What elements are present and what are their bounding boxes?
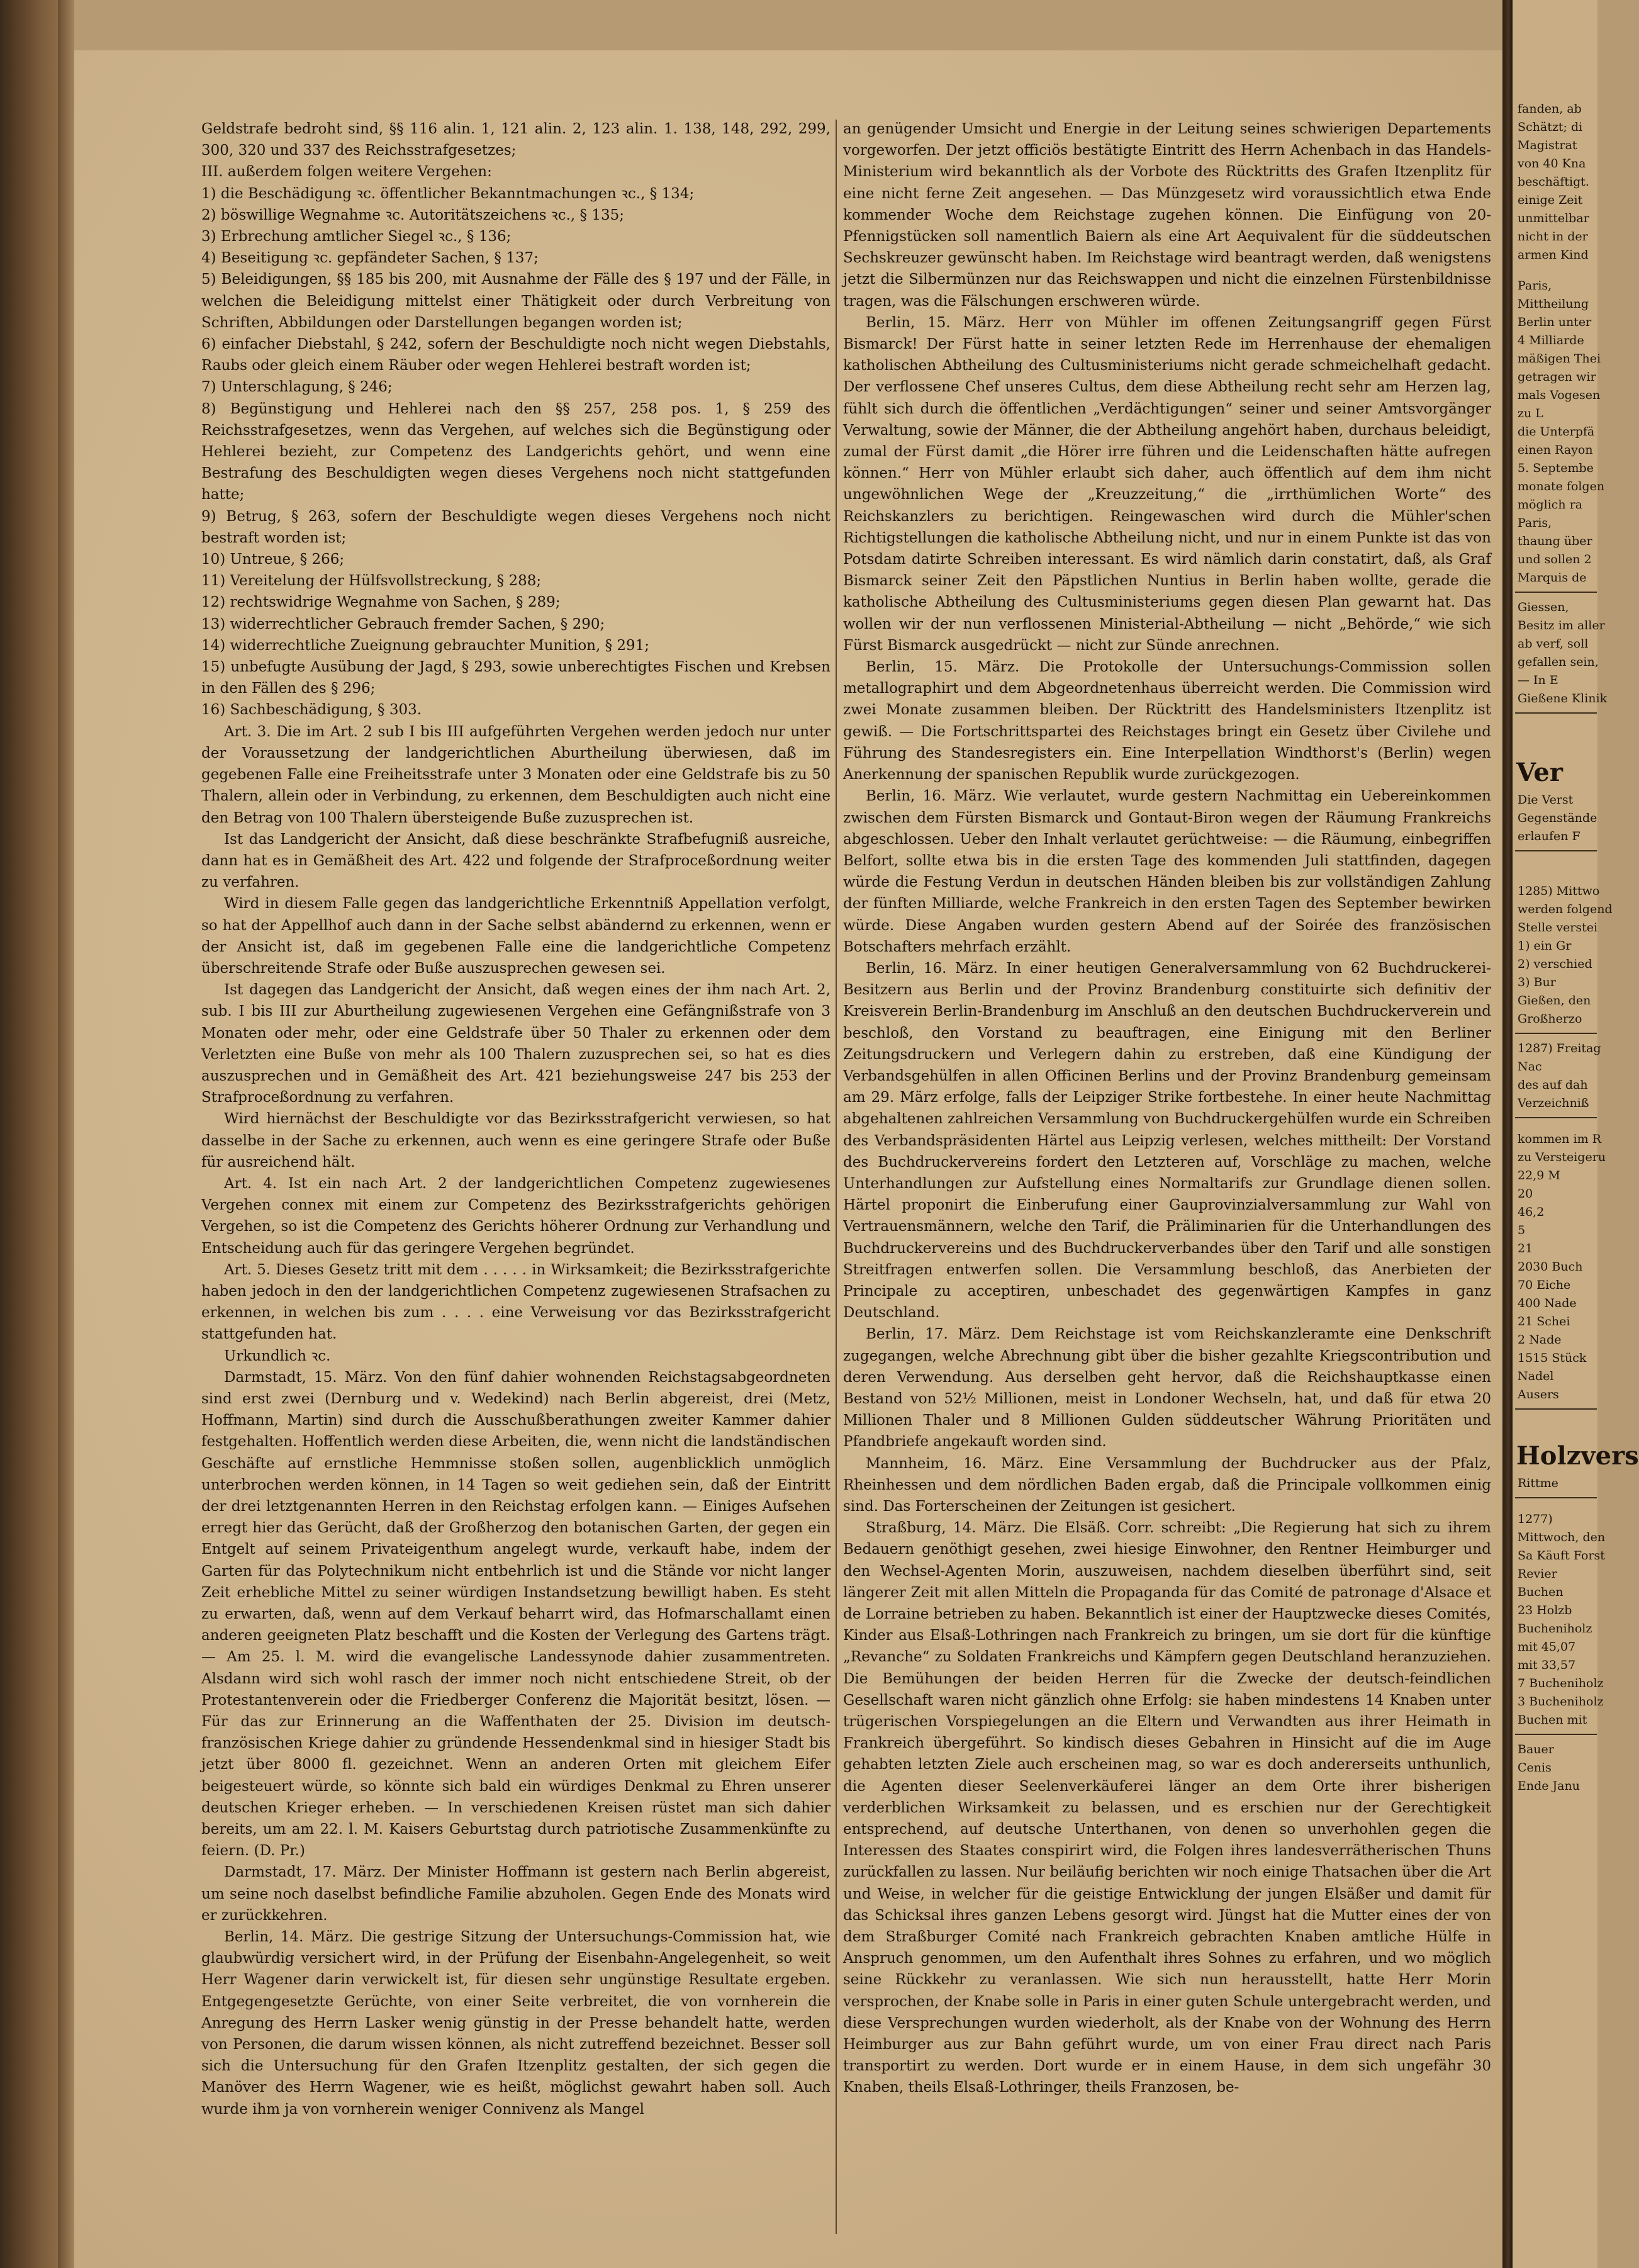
- strip-line: — In E: [1518, 673, 1558, 687]
- book-binding: [0, 0, 58, 2268]
- paragraph: Berlin, 15. März. Die Protokolle der Untersuchungs-Commission sollen metallographirt und dem Abgeordnetenhaus überreicht werden. Die Commission wird zwei Monate zusammen bleiben. Der Rücktritt des Handelsministers Itzenplitz ist gewiß. — Die Fortschrittspartei des Reichstages bringt ein Gesetz über Civilehe und Führung des Standesregisters ein. Eine Interpellation Windthorst's (Berlin) wegen Anerkennung der spanischen Republik wurde zurückgezogen.: [843, 659, 1491, 783]
- strip-line: Gießene Klinik: [1518, 692, 1608, 705]
- strip-line: Ende Janu: [1518, 1779, 1580, 1793]
- strip-line: 5: [1518, 1223, 1526, 1237]
- strip-line: einen Rayon: [1518, 443, 1593, 457]
- strip-line: 2030 Buch: [1518, 1260, 1583, 1274]
- strip-line: 1515 Stück: [1518, 1351, 1587, 1365]
- paragraph: 15) unbefugte Ausübung der Jagd, § 293, sowie unberechtigtes Fischen und Krebsen in den Fällen des § 296;: [201, 659, 831, 697]
- paragraph: 9) Betrug, § 263, sofern der Beschuldigte wegen dieses Vergehens noch nicht bestraft worden ist;: [201, 508, 831, 546]
- strip-line: 1) ein Gr: [1518, 939, 1572, 953]
- strip-line: 46,2: [1518, 1205, 1545, 1219]
- strip-rule: [1515, 1408, 1597, 1410]
- paragraph: 3) Erbrechung amtlicher Siegel ꝛc., § 136;: [201, 228, 512, 245]
- strip-line: Schätzt; di: [1518, 120, 1583, 134]
- strip-line: Großherzo: [1518, 1012, 1582, 1026]
- paragraph: Art. 5. Dieses Gesetz tritt mit dem . . . . . in Wirksamkeit; die Bezirksstrafgerichte haben jedoch in den der landgerichtlichen Competenz zugewiesenen Strafsachen zu erkennen, in welchen bis zum . . . . eine Verweisung vor das Bezirksstrafgericht stattgefunden hat.: [201, 1261, 831, 1343]
- strip-line: Besitz im aller: [1518, 619, 1605, 632]
- paragraph: Berlin, 16. März. In einer heutigen Generalversammlung von 62 Buchdruckerei-Besitzern aus Berlin und der Provinz Brandenburg constituirte sich definitiv der Kreisverein Berlin-Brandenburg im Anschluß an den deutschen Buchdruckerverein und beschloß, den Vorstand zu beauftragen, eine Einigung mit den Berliner Zeitungsdruckern und Verlegern dahin zu erstreben, daß eine Kündigung der Verbandsgehülfen in allen Officinen Berlins und der Provinz Brandenburg gemeinsam am 29. März erfolge, falls der Leipziger Strike fortbestehe. In einer heute Nachmittag abgehaltenen zahlreichen Versammlung von Buchdruckergehülfen wurde ein Schreiben des Verbandspräsidenten Härtel aus Leipzig verlesen, welches mittheilt: Der Vorstand des Buchdruckervereins fordert den Letzteren auf, Vorschläge zu machen, welche Unterhandlungen zur Aufstellung eines Normaltarifs zur Grundlage dienen sollen. Härtel proponirt die Einberufung einer Gauprovinzialversammlung zur Wahl von Vertrauensmännern, welche den Tarif, die Präliminarien für die Unterhandlungen des Buchdruckervereins und des Buchdruckerverbandes über den Tarif und alle sonstigen Streitfragen entwerfen sollen. Die Versammlung beschloß, das Anerbieten der Principale zu acceptiren, unbeschadet des gegenwärtigen Kampfes in ganz Deutschland.: [843, 960, 1491, 1322]
- strip-line: mals Vogesen: [1518, 388, 1601, 402]
- paragraph: Wird hiernächst der Beschuldigte vor das Bezirksstrafgericht verwiesen, so hat dasselbe in der Sache zu erkennen, auch wenn es eine geringere Strafe oder Buße für ausreichend hält.: [201, 1111, 831, 1170]
- strip-line: 20: [1518, 1187, 1533, 1201]
- paragraph: 12) rechtswidrige Wegnahme von Sachen, § 289;: [201, 594, 561, 611]
- strip-rule: [1515, 1497, 1597, 1498]
- paragraph: 5) Beleidigungen, §§ 185 bis 200, mit Ausnahme der Fälle des § 197 und der Fälle, in welchen die Beleidigung mittelst einer Thätigkeit oder durch Verbreitung von Schriften, Abbildungen oder Darstellungen begangen worden ist;: [201, 271, 831, 331]
- paragraph: Darmstadt, 15. März. Von den fünf dahier wohnenden Reichstagsabgeordneten sind erst zwei (Dernburg und v. Wedekind) nach Berlin abgereist, drei (Metz, Hoffmann, Martin) sind durch die Ausschußberathungen zweiter Kammer dahier festgehalten. Hoffentlich werden diese Arbeiten, die, wenn nicht die landständischen Geschäfte auf ernstliche Hemmnisse stoßen sollen, augenblicklich unmöglich unterbrochen werden können, in 14 Tagen so weit gediehen sein, daß der Eintritt der drei letztgenannten Herren in den Reichstag erfolgen kann. — Einiges Aufsehen erregt hier das Gerücht, daß der Großherzog den botanischen Garten, der gegen ein Entgelt auf seinem Privateigenthum angelegt wurde, verkauft habe, indem der Garten für das Polytechnikum nicht entbehrlich ist und die Stände vor nicht langer Zeit erhebliche Mittel zu seiner würdigen Instandsetzung bewilligt haben. Es steht zu erwarten, daß, wenn auf dem Verkauf beharrt wird, das Hofmarschallamt einen anderen geeigneten Platz beschafft und die Kosten der Verlegung des Gartens trägt. — Am 25. l. M. wird die evangelische Landessynode dahier zusammentreten. Alsdann wird sich wohl rasch der immer noch nicht entschiedene Streit, ob der Protestantenverein oder die Friedberger Conferenz die Majorität besitzt, lösen. — Für das zur Erinnerung an die Waffenthaten der 25. Division im deutsch-französischen Kriege dahier zu gründende Hessendenkmal sind in hiesiger Stadt bis jetzt über 8000 fl. gezeichnet. Wenn an anderen Orten mit gleichem Eifer beigesteuert würde, so könnte sich bald ein würdiges Denkmal zu Ehren unserer deutschen Krieger erheben. — In verschiedenen Kreisen rüstet man sich dahier bereits, um am 22. l. M. Kaisers Geburtstag durch patriotische Zusammenkünfte zu feiern. (D. Pr.): [201, 1369, 831, 1860]
- paragraph: 6) einfacher Diebstahl, § 242, sofern der Beschuldigte noch nicht wegen Diebstahls, Raubs oder gleich einem Räuber oder wegen Hehlerei bestraft worden ist;: [201, 336, 831, 374]
- strip-line: Bauer: [1518, 1743, 1554, 1756]
- strip-line: Buchen mit: [1518, 1713, 1587, 1727]
- strip-line: fanden, ab: [1518, 102, 1582, 116]
- strip-line: Gießen, den: [1518, 994, 1591, 1008]
- right-column: [843, 118, 1491, 2239]
- strip-line: kommen im R: [1518, 1132, 1601, 1146]
- strip-line: ab verf, soll: [1518, 637, 1589, 651]
- paragraph: 10) Untreue, § 266;: [201, 551, 345, 568]
- strip-line: Mittwoch, den: [1518, 1530, 1606, 1544]
- paragraph: Geldstrafe bedroht sind, §§ 116 alin. 1, 121 alin. 2, 123 alin. 1. 138, 148, 292, 299, 300, 320 und 337 des Reichsstrafgesetzes;: [201, 121, 831, 159]
- strip-rule: [1515, 1734, 1597, 1735]
- strip-line: und sollen 2: [1518, 553, 1592, 566]
- paragraph: 14) widerrechtliche Zueignung gebrauchter Munition, § 291;: [201, 637, 650, 654]
- paragraph: Ist das Landgericht der Ansicht, daß diese beschränkte Strafbefugniß ausreiche, dann hat es in Gemäßheit des Art. 422 und folgende der Strafproceßordnung weiter zu verfahren.: [201, 831, 831, 891]
- strip-line: armen Kind: [1518, 248, 1589, 262]
- strip-line: Paris,: [1518, 279, 1552, 293]
- strip-line: Rittme: [1518, 1476, 1558, 1490]
- strip-heading: Ver: [1516, 758, 1563, 787]
- paragraph: 11) Vereitelung der Hülfsvollstreckung, § 288;: [201, 573, 542, 590]
- paragraph: 13) widerrechtlicher Gebrauch fremder Sachen, § 290;: [201, 615, 605, 632]
- strip-line: 23 Holzb: [1518, 1603, 1572, 1617]
- paragraph: Berlin, 14. März. Die gestrige Sitzung der Untersuchungs-Commission hat, wie glaubwürdig versichert wird, in der Prüfung der Eisenbahn-Angelegenheit, so weit Herr Wagener darin verwickelt ist, für diesen sehr ungünstige Resultate ergeben. Entgegengesetzte Gerüchte, von einer Seite verbreitet, die von vornherein die Anregung des Herrn Lasker wenig günstig in der Presse behandelt hatte, werden von Personen, die darum wissen können, als nicht zutreffend bezeichnet. Besser soll sich die Untersuchung für den Grafen Itzenplitz gestalten, der sich gegen die Manöver des Herrn Wagener, wie es heißt, möglichst gewahrt haben soll. Auch wurde ihm ja von vornherein weniger Connivenz als Mangel: [201, 1929, 831, 2118]
- strip-line: 21: [1518, 1242, 1533, 1255]
- strip-line: 5. Septembe: [1518, 461, 1594, 475]
- strip-line: 400 Nade: [1518, 1296, 1577, 1310]
- strip-line: die Unterpfä: [1518, 425, 1595, 439]
- strip-line: unmittelbar: [1518, 211, 1589, 225]
- strip-line: erlaufen F: [1518, 829, 1580, 843]
- strip-line: Mittheilung: [1518, 297, 1589, 311]
- strip-line: thaung über: [1518, 534, 1592, 548]
- strip-line: 7 Bucheniholz: [1518, 1676, 1604, 1690]
- page-gutter: [1502, 0, 1513, 2268]
- strip-line: Verzeichniß: [1518, 1096, 1589, 1110]
- strip-line: 22,9 M: [1518, 1169, 1560, 1182]
- strip-line: Magistrat: [1518, 138, 1577, 152]
- strip-line: 1287) Freitag: [1518, 1041, 1601, 1055]
- paragraph: 8) Begünstigung und Hehlerei nach den §§ 257, 258 pos. 1, § 259 des Reichsstrafgesetzes, wenn das Vergehen, auf welches sich die Begünstigung oder Hehlerei bezieht, zur Competenz des Landgerichts gehört, und wenn eine Bestrafung des Beschuldigten wegen dieses Vergehens noch nicht stattgefunden hatte;: [201, 400, 831, 503]
- column-divider: [836, 120, 837, 2234]
- paragraph: 1) die Beschädigung ꝛc. öffentlicher Bekanntmachungen ꝛc., § 134;: [201, 185, 695, 202]
- paragraph: 4) Beseitigung ꝛc. gepfändeter Sachen, § 137;: [201, 250, 539, 267]
- paragraph: Mannheim, 16. März. Eine Versammlung der Buchdrucker aus der Pfalz, Rheinhessen und dem nördlichen Baden ergab, daß die Principale vollkommen einig sind. Das Forterscheinen der Zeitungen ist gesichert.: [843, 1455, 1491, 1515]
- strip-line: mit 45,07: [1518, 1640, 1576, 1654]
- strip-line: werden folgend: [1518, 902, 1613, 916]
- strip-rule: [1515, 592, 1597, 593]
- strip-rule: [1515, 1117, 1597, 1118]
- strip-line: 3) Bur: [1518, 975, 1556, 989]
- strip-line: mit 33,57: [1518, 1658, 1576, 1672]
- strip-line: Bucheniholz: [1518, 1622, 1592, 1636]
- strip-line: des auf dah: [1518, 1078, 1588, 1092]
- paragraph: 7) Unterschlagung, § 246;: [201, 379, 393, 396]
- paragraph: Berlin, 15. März. Herr von Mühler im offenen Zeitungsangriff gegen Fürst Bismarck! Der Fürst hatte in seiner letzten Rede im Herrenhause der ehemaligen katholischen Abtheilung des Cultusministeriums nicht gerade schmeichelhaft gedacht. Der verflossene Chef unseres Cultus, dem diese Abtheilung recht sehr am Herzen lag, fühlt sich durch die öffentlichen „Verdächtigungen“ seiner und seiner Amtsvorgänger Verwaltung, sowie der Männer, die der Abtheilung angehört haben, durchaus beleidigt, zumal der Fürst damit „die Hörer irre führen und die Leidenschaften hätte aufregen können.“ Herr von Mühler erlaubt sich daher, auch öffentlich auf dem ihm nicht ungewöhnlichen Wege der „Kreuzzeitung,“ die „irrthümlichen Worte“ des Reichskanzlers zu berichtigen. Reingewaschen wird durch die Mühler'schen Richtigstellungen die katholische Abtheilung nicht, und nur in einem Punkte ist das von Potsdam datirte Schreiben interessant. Es wird nämlich darin constatirt, daß, als Graf Bismarck seiner Zeit den Päpstlichen Nuntius in Berlin haben wollte, gerade die katholische Abtheilung des Cultusministeriums gegen diesen Plan gewarnt hat. Das wollen wir der nun verflossenen Ministerial-Abtheilung — nicht „Behörde,“ wie sich Fürst Bismarck ausgedrückt — nicht zur Sünde anrechnen.: [843, 314, 1491, 654]
- strip-line: zu Versteigeru: [1518, 1150, 1606, 1164]
- paragraph: 16) Sachbeschädigung, § 303.: [201, 702, 422, 719]
- strip-line: 1277): [1518, 1512, 1553, 1526]
- strip-line: Marquis de: [1518, 571, 1587, 585]
- strip-line: 21 Schei: [1518, 1315, 1570, 1328]
- strip-line: Ausers: [1518, 1388, 1559, 1401]
- strip-line: Nadel: [1518, 1369, 1554, 1383]
- left-column: [201, 118, 831, 2239]
- strip-line: 1285) Mittwo: [1518, 884, 1600, 898]
- paragraph: III. außerdem folgen weitere Vergehen:: [201, 164, 492, 181]
- strip-line: 4 Milliarde: [1518, 334, 1584, 347]
- strip-line: Gegenstände: [1518, 811, 1597, 825]
- paragraph: Ist dagegen das Landgericht der Ansicht, daß wegen eines der ihm nach Art. 2, sub. I bis III zur Aburtheilung zugewiesenen Vergehen eine Gefängnißstrafe von 3 Monaten oder mehr, oder eine Geldstrafe über 50 Thaler zu erkennen oder dem Verletzten eine Buße von mehr als 100 Thalern zuzusprechen sei, so hat es dies auszusprechen und in Gemäßheit des Art. 421 beziehungsweise 247 bis 253 der Strafproceßordnung zu verfahren.: [201, 982, 831, 1106]
- strip-line: 2 Nade: [1518, 1333, 1562, 1347]
- paragraph: Wird in diesem Falle gegen das landgerichtliche Erkenntniß Appellation verfolgt, so hat der Appellhof auch dann in der Sache selbst abändernd zu erkennen, wenn er der Ansicht ist, daß im gegebenen Falle eine die landgerichtliche Competenz überschreitende Strafe oder Buße auszusprechen gewesen sei.: [201, 895, 831, 977]
- paragraph: Art. 4. Ist ein nach Art. 2 der landgerichtlichen Competenz zugewiesenes Vergehen connex mit einem zur Competenz des Bezirksstrafgerichts gehörigen Vergehen, so ist die Competenz des Gerichts höherer Ordnung zur Verhandlung und Entscheidung auch für das geringere Vergehen begründet.: [201, 1175, 831, 1257]
- strip-line: Revier: [1518, 1567, 1557, 1581]
- strip-line: nicht in der: [1518, 230, 1588, 244]
- adjacent-page-strip: [1513, 0, 1639, 2268]
- strip-line: 3 Bucheniholz: [1518, 1695, 1604, 1709]
- strip-rule: [1515, 1033, 1597, 1034]
- strip-line: Cenis: [1518, 1761, 1552, 1775]
- strip-line: Giessen,: [1518, 600, 1569, 614]
- paragraph: Art. 3. Die im Art. 2 sub I bis III aufgeführten Vergehen werden jedoch nur unter der Voraussetzung der landgerichtlichen Aburtheilung überwiesen, daß im gegebenen Falle eine Freiheitsstrafe unter 3 Monaten oder eine Geldstrafe bis zu 50 Thalern, allein oder in Verbindung, zu erkennen, dem Beschuldigten auch nicht eine den Betrag von 100 Thalern übersteigende Buße zuzusprechen ist.: [201, 723, 831, 826]
- strip-line: von 40 Kna: [1518, 157, 1586, 171]
- strip-line: Paris,: [1518, 516, 1552, 530]
- strip-line: monate folgen: [1518, 480, 1605, 493]
- paragraph: 2) böswillige Wegnahme ꝛc. Autoritätszeichens ꝛc., § 135;: [201, 206, 624, 223]
- page-edge: [58, 0, 74, 2268]
- strip-line: Die Verst: [1518, 793, 1574, 807]
- strip-heading: Holzvers: [1516, 1441, 1639, 1471]
- paragraph: Straßburg, 14. März. Die Elsäß. Corr. schreibt: „Die Regierung hat sich zu ihrem Bedauern genöthigt gesehen, zwei hiesige Einwohner, den Rentner Heimburger und den Wechsel-Agenten Morin, auszuweisen, nachdem dieselben überführt sind, seit längerer Zeit mit allen Mitteln die Propaganda für das Comité de patronage d'Alsace et de Lorraine betrieben zu haben. Bekanntlich ist einer der Hauptzwecke dieses Comités, Kinder aus Elsaß-Lothringen nach Frankreich zu bringen, um sie dort für die künftige „Revanche“ zu Soldaten Frankreichs und Kämpfern gegen Deutschland heranzuziehen. Die Bemühungen der beiden Herren für die Zwecke der deutsch-feindlichen Gesellschaft waren nicht gänzlich ohne Erfolg: sie haben mindestens 14 Knaben unter trügerischen Vorspiegelungen an die Eltern und Verwandten aus ihrer Heimath in Frankreich übergeführt. So kindisch dieses Gebahren in Hinsicht auf die im Auge gehabten letzten Ziele auch erscheinen mag, so war es doch andererseits unthunlich, die Agenten dieser Seelenverkäuferei länger an dem Orte ihrer bisherigen verderblichen Wirksamkeit zu belassen, und es erschien nur der Gerechtigkeit entsprechend, auf deutsche Unterthanen, von denen so unverhohlen gegen die Interessen des Staates conspirirt wird, die Folgen ihres landesverrätherischen Thuns zurückfallen zu lassen. Nur beiläufig berichten wir noch einige Thatsachen über die Art und Weise, in welcher für die geistige Entwicklung der jungen Elsäßer und damit für das Schicksal ihres ganzen Lebens gesorgt wird. Jüngst hat die Mutter eines der von dem Straßburger Comité nach Frankreich gebrachten Knaben amtliche Hülfe in Anspruch genommen, um den Aufenthalt ihres Sohnes zu erfahren, und wo möglich seine Rückkehr zu veranlassen. Wie sich nun herausstellt, hatte Herr Morin versprochen, der Knabe solle in Paris in einer guten Schule untergebracht werden, und diese Versprechungen wurden wiederholt, als der Knabe von der Wohnung des Herrn Heimburger aus zur Bahn geführt wurde, um von einer Frau direct nach Paris transportirt zu werden. Dort wurde er in einem Hause, in dem sich ungefähr 30 Knaben, theils Elsaß-Lothringer, theils Franzosen, be-: [843, 1520, 1491, 2096]
- strip-line: Buchen: [1518, 1585, 1563, 1599]
- strip-line: beschäftigt.: [1518, 175, 1589, 189]
- strip-line: 2) verschied: [1518, 957, 1592, 971]
- strip-line: Berlin unter: [1518, 315, 1592, 329]
- paragraph: Darmstadt, 17. März. Der Minister Hoffmann ist gestern nach Berlin abgereist, um seine noch daselbst befindliche Familie abzuholen. Gegen Ende des Monats wird er zurückkehren.: [201, 1864, 831, 1924]
- strip-line: 70 Eiche: [1518, 1278, 1571, 1292]
- strip-line: zu L: [1518, 407, 1543, 420]
- paragraph: an genügender Umsicht und Energie in der Leitung seines schwierigen Departements vorgeworfen. Der jetzt officiös bestätigte Eintritt des Herrn Achenbach in das Handels-Ministerium wird bekanntlich als der Vorbote des Rücktritts des Grafen Itzenplitz für eine nicht ferne Zeit angesehen. — Das Münzgesetz wird voraussichtlich etwa Ende kommender Woche dem Reichstage zugehen können. Die Einfügung von 20-Pfennigstücken soll namentlich Baiern als eine Art Aequivalent für die süddeutschen Sechskreuzer gewünscht haben. Im Reichstage wird beantragt werden, daß wenigstens jetzt die Silbermünzen nur das Reichswappen und nicht die einzelnen Fürstenbildnisse tragen, was die Fälschungen erschweren würde.: [843, 121, 1491, 310]
- paragraph: Urkundlich ꝛc.: [224, 1347, 331, 1364]
- paragraph: Berlin, 16. März. Wie verlautet, wurde gestern Nachmittag ein Uebereinkommen zwischen dem Fürsten Bismarck und Gontaut-Biron wegen der Räumung Frankreichs abgeschlossen. Ueber den Inhalt verlautet gerüchtweise: — die Räumung, einbegriffen Belfort, sollte etwa bis in die ersten Tage des kommenden Juli stattfinden, dagegen würde die Festung Verdun in deutschen Händen bleiben bis zur vollständigen Zahlung der fünften Milliarde, welche Frankreich in den ersten Tagen des September bewirken würde. Diese Angaben wurden gestern Abend auf der Soirée des französischen Botschafters mehrfach erzählt.: [843, 788, 1491, 955]
- strip-line: getragen wir: [1518, 370, 1596, 384]
- strip-line: mäßigen Thei: [1518, 352, 1601, 366]
- strip-line: möglich ra: [1518, 498, 1583, 512]
- strip-line: Sa Käuft Forst: [1518, 1549, 1605, 1563]
- strip-line: Stelle verstei: [1518, 921, 1598, 935]
- strip-line: einige Zeit: [1518, 193, 1583, 207]
- strip-rule: [1515, 712, 1597, 714]
- strip-rule: [1515, 850, 1597, 851]
- paragraph: Berlin, 17. März. Dem Reichstage ist vom Reichskanzleramte eine Denkschrift zugegangen, welche Abrechnung gibt über die bisher gezahlte Kriegscontribution und deren Verwendung. Aus derselben geht hervor, daß die Reichshauptkasse einen Bestand von 52½ Millionen, meist in Londoner Wechseln, hat, und daß für etwa 20 Millionen Thaler und 8 Millionen Gulden süddeutscher Währung Prioritäten und Pfandbriefe angekauft worden sind.: [843, 1326, 1491, 1451]
- strip-line: gefallen sein,: [1518, 655, 1599, 669]
- strip-line: Nac: [1518, 1060, 1542, 1074]
